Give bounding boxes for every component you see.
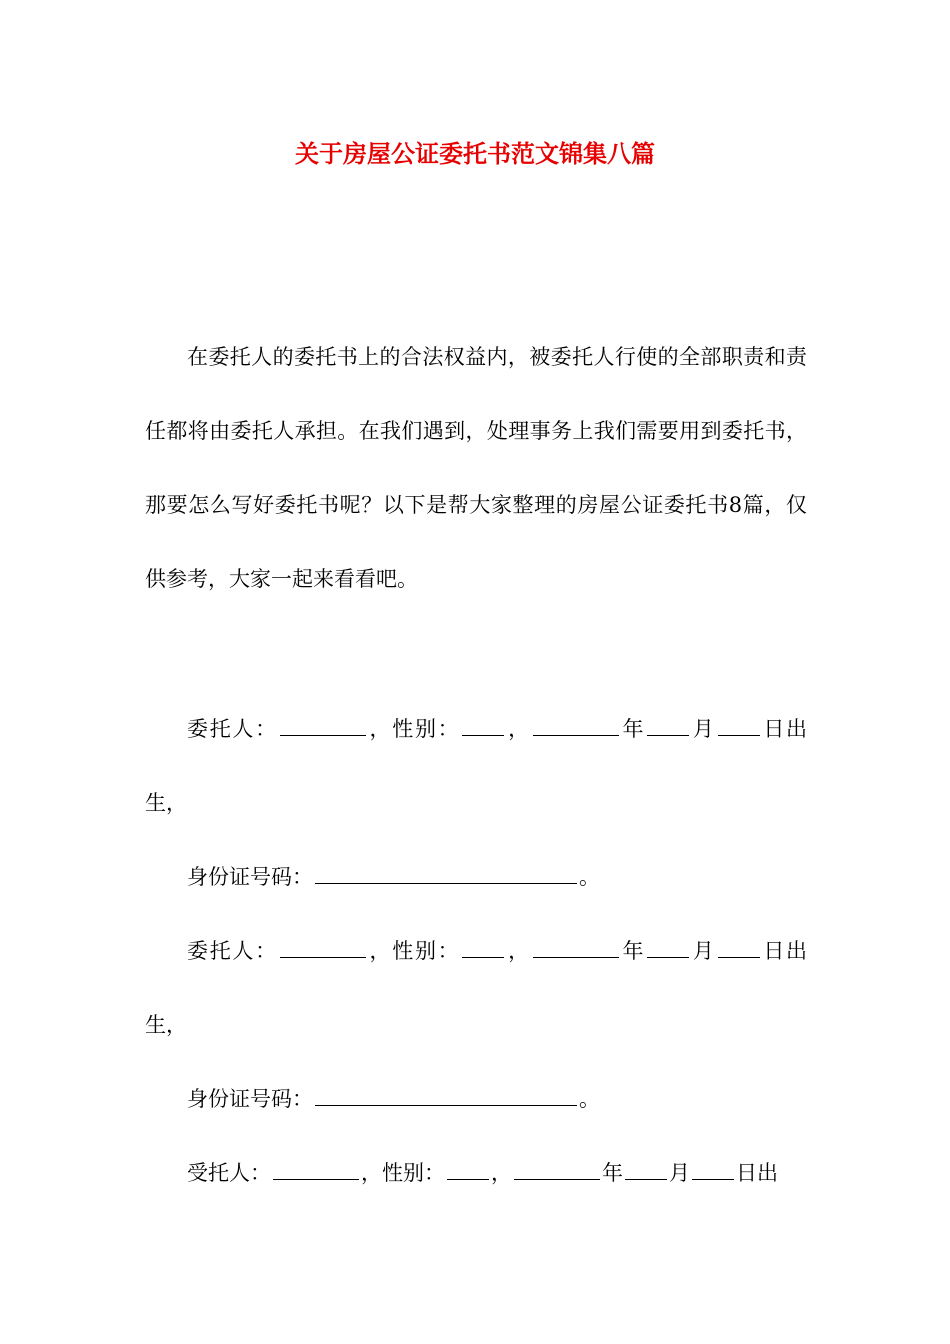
year-blank [533, 937, 619, 958]
sex-label: 性别： [382, 1161, 445, 1185]
month-blank [625, 1159, 667, 1180]
name-blank [280, 937, 366, 958]
year-label: 年 [620, 717, 646, 741]
year-blank [514, 1159, 600, 1180]
sex-blank [462, 715, 504, 736]
id-line-2 [145, 1062, 807, 1136]
name-blank [273, 1159, 359, 1180]
agent-label: 受托人： [187, 1161, 271, 1185]
form-section [145, 692, 807, 1210]
comma: ， [367, 717, 393, 741]
document-title: 关于房屋公证委托书范文锦集八篇 [295, 139, 655, 168]
comma: ， [506, 939, 531, 963]
month-label: 月 [691, 717, 716, 741]
day-birth-label: 日出生， [145, 939, 808, 1037]
principal-line-2 [145, 914, 807, 1062]
year-label: 年 [602, 1161, 623, 1185]
day-birth-label: 日出生， [145, 717, 808, 815]
sex-label: 性别： [392, 939, 461, 963]
intro-paragraph: 在委托人的委托书上的合法权益内，被委托人行使的全部职责和责任都将由委托人承担。在我们遇到，处理事务上我们需要用到委托书，那要怎么写好委托书呢？以下是帮大家整理的房屋公证委托书8篇，仅供参考，大家一起来看看吧。 [145, 345, 807, 591]
sex-blank [462, 937, 504, 958]
id-end: 。 [579, 1087, 600, 1111]
year-blank [533, 715, 619, 736]
comma: ， [361, 1161, 382, 1185]
year-label: 年 [620, 939, 646, 963]
id-label: 身份证号码： [187, 1087, 313, 1111]
month-label: 月 [669, 1161, 690, 1185]
comma: ， [367, 939, 393, 963]
day-blank [692, 1159, 734, 1180]
principal-label: 委托人： [187, 717, 278, 741]
comma: ， [491, 1161, 512, 1185]
name-blank [280, 715, 366, 736]
day-birth-label: 日出 [736, 1161, 778, 1185]
comma: ， [506, 717, 531, 741]
id-blank [315, 863, 577, 884]
month-label: 月 [691, 939, 716, 963]
sex-blank [447, 1159, 489, 1180]
day-blank [718, 937, 760, 958]
month-blank [647, 937, 689, 958]
id-blank [315, 1085, 577, 1106]
id-line-1 [145, 840, 807, 914]
id-label: 身份证号码： [187, 865, 313, 889]
sex-label: 性别： [392, 717, 461, 741]
principal-line-1 [145, 692, 807, 840]
principal-label: 委托人： [187, 939, 278, 963]
day-blank [718, 715, 760, 736]
id-end: 。 [579, 865, 600, 889]
month-blank [647, 715, 689, 736]
agent-line [145, 1136, 807, 1210]
